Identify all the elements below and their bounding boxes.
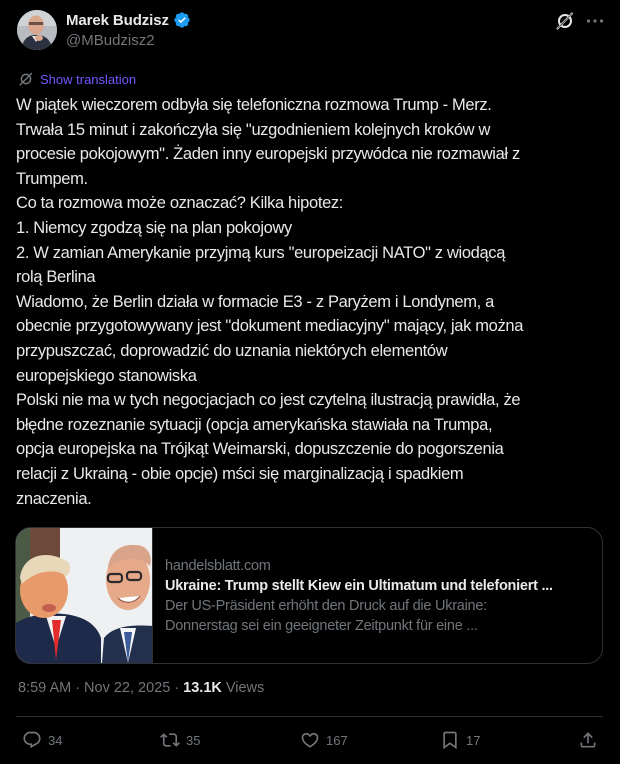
tweet-meta [18,680,264,696]
like-count: 167 [326,732,348,748]
share-icon [578,730,598,750]
tweet-line: przypuszczać, doprowadzić do uznania niektórych elementów [16,341,448,360]
tweet-line: procesie pokojowym". Żaden inny europejski przywódca nie rozmawiał z [16,145,520,164]
author-avatar[interactable] [17,10,57,50]
tweet-line: europejskiego stanowiska [16,366,197,385]
bookmark-count: 17 [466,732,481,748]
action-bar [0,730,620,756]
tweet-line: 1. Niemcy zgodzą się na plan pokojowy [16,218,292,237]
tweet-header [0,0,620,64]
author-display-name[interactable]: Marek Budzisz [66,11,169,29]
tweet-line: opcja europejska na Trójkąt Weimarski, dopuszczenie do pogorszenia [16,440,504,459]
reply-icon [22,730,42,750]
views-count: 13.1K [183,680,222,696]
reply-count: 34 [48,732,63,748]
more-icon [584,10,606,32]
bookmark-icon [440,730,460,750]
tweet-line: błędne rozeznanie sytuacji (opcja amerykańska stawiała na Trumpa, [16,415,493,434]
show-translation-row[interactable] [18,71,136,87]
repost-count: 35 [186,732,201,748]
tweet-line: rolą Berlina [16,268,96,287]
tweet-date[interactable]: Nov 22, 2025 [84,680,171,696]
tweet-line: Trwała 15 minut i zakończyła się "uzgodnieniem kolejnych kroków w [16,120,491,139]
reply-button[interactable] [22,730,62,750]
link-preview-card[interactable] [15,527,603,664]
tweet-body [16,93,608,511]
tweet-line: relacji z Ukrainą - obie opcje) mści się marginalizacją i spadkiem [16,464,464,483]
more-options-button[interactable] [584,10,606,32]
link-domain: handelsblatt.com [165,557,271,574]
author-handle[interactable]: @MBudzisz2 [66,32,155,49]
repost-button[interactable] [160,730,200,750]
grok-button[interactable] [554,10,576,32]
divider [16,716,603,717]
tweet-line: 2. W zamian Amerykanie przyjmą kurs "europeizacji NATO" z wiodącą [16,243,506,262]
link-preview-image [16,528,153,663]
like-button[interactable] [300,730,348,750]
tweet-line: znaczenia. [16,489,92,508]
meta-separator: · [75,680,81,696]
tweet-line: Co ta rozmowa może oznaczać? Kilka hipotez: [16,194,344,213]
tweet-time[interactable]: 8:59 AM [18,680,72,696]
tweet-line: Wiadomo, że Berlin działa w formacie E3 - z Paryżem i Londynem, a [16,292,494,311]
link-description-line: Donnerstag sei ein geeigneter Zeitpunkt für eine ... [165,617,478,634]
verified-badge-icon [173,11,191,29]
link-description-line: Der US-Präsident erhöht den Druck auf die Ukraine: [165,597,487,614]
bookmark-button[interactable] [440,730,480,750]
repost-icon [160,730,180,750]
share-button[interactable] [578,730,598,750]
meta-separator: · [174,680,180,696]
tweet-line: obecnie przygotowywany jest "dokument mediacyjny" mający, jak można [16,317,524,336]
tweet-line: Trumpem. [16,169,88,188]
translate-grok-icon [18,71,34,87]
author-name-row [66,11,191,29]
tweet-line: Polski nie ma w tych negocjacjach co jest czytelną ilustracją prawidła, że [16,391,521,410]
link-title[interactable]: Ukraine: Trump stellt Kiew ein Ultimatum und telefoniert ... [165,577,553,594]
show-translation-link[interactable]: Show translation [40,71,137,87]
tweet-line: W piątek wieczorem odbyła się telefoniczna rozmowa Trump - Merz. [16,96,492,114]
link-preview-text [153,528,553,663]
views-label: Views [225,680,265,696]
heart-icon [300,730,320,750]
grok-icon [554,10,576,32]
